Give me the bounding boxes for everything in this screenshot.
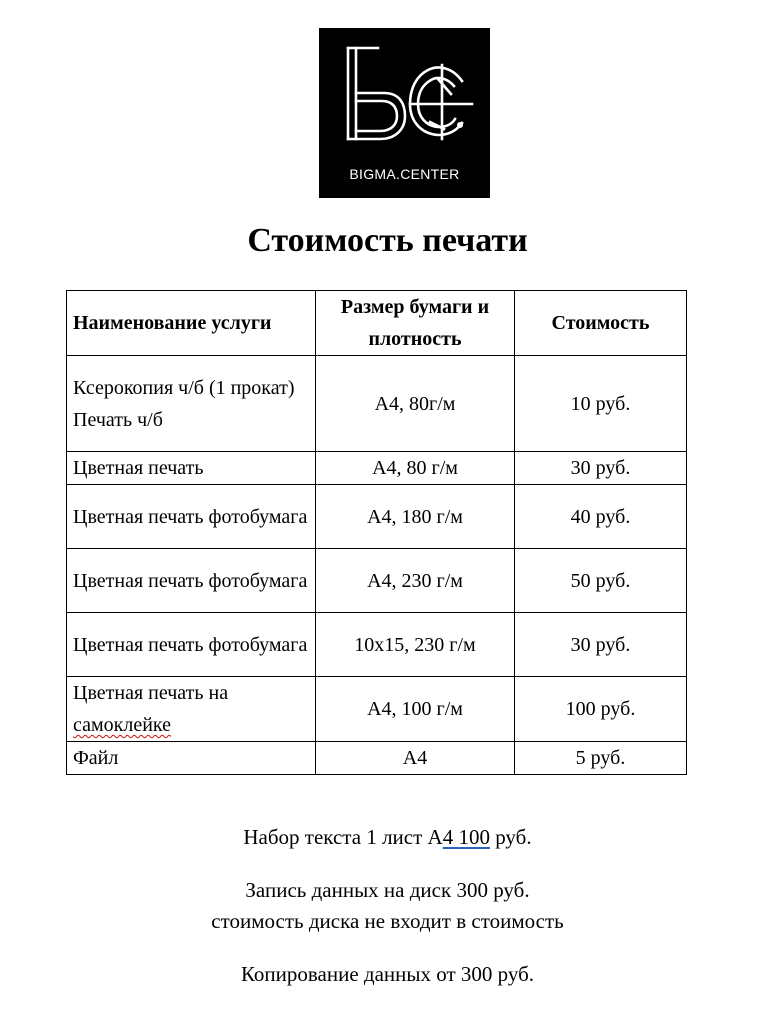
logo	[319, 28, 490, 198]
row-service	[67, 677, 316, 742]
typing-note	[0, 822, 775, 853]
disk-note: Запись данных на диск 300 руб.	[245, 878, 530, 902]
row-price: 30 руб.	[515, 452, 687, 485]
typing-note-suffix: руб.	[489, 825, 532, 849]
header-size: Размер бумаги и плотность	[316, 291, 515, 356]
table-row	[67, 549, 687, 613]
row-service: Цветная печать фотобумага	[67, 485, 316, 549]
table-row	[67, 356, 687, 452]
table-row	[67, 677, 687, 742]
table-row	[67, 452, 687, 485]
row-size: А4, 80 г/м	[316, 452, 515, 485]
notes	[0, 822, 775, 990]
table-header-row	[67, 291, 687, 356]
logo-text: BIGMA.CENTER	[349, 166, 460, 182]
row-price: 30 руб.	[515, 613, 687, 677]
row-size: А4, 80г/м	[316, 356, 515, 452]
table-row	[67, 613, 687, 677]
disk-cost-note: стоимость диска не входит в стоимость	[211, 909, 564, 933]
table-row	[67, 742, 687, 775]
row-service: Цветная печать	[67, 452, 316, 485]
row-service-line: Ксерокопия ч/б (1 прокат)	[73, 376, 295, 399]
typing-note-prefix: Набор текста 1 лист А	[243, 825, 443, 849]
header-price: Стоимость	[515, 291, 687, 356]
row-size: А4, 100 г/м	[316, 677, 515, 742]
row-service: Цветная печать фотобумага	[67, 549, 316, 613]
row-price: 100 руб.	[515, 677, 687, 742]
copy-note: Копирование данных от 300 руб.	[240, 962, 535, 986]
row-size: А4	[316, 742, 515, 775]
row-size: 10x15, 230 г/м	[316, 613, 515, 677]
row-price: 5 руб.	[515, 742, 687, 775]
row-size: А4, 230 г/м	[316, 549, 515, 613]
table-row	[67, 485, 687, 549]
row-size: А4, 180 г/м	[316, 485, 515, 549]
typing-note-underlined: 4 100	[442, 825, 490, 849]
row-price: 40 руб.	[515, 485, 687, 549]
row-service: Цветная печать фотобумага	[67, 613, 316, 677]
page-title: Стоимость печати	[247, 222, 528, 259]
row-service: Файл	[67, 742, 316, 775]
row-service	[67, 356, 316, 452]
header-service: Наименование услуги	[67, 291, 316, 356]
price-table	[66, 290, 687, 775]
row-service-text: Цветная печать на	[73, 682, 229, 704]
row-price: 10 руб.	[515, 356, 687, 452]
spellcheck-flagged-word: самоклейке	[73, 714, 172, 736]
row-service-line: Печать ч/б	[73, 408, 163, 431]
row-price: 50 руб.	[515, 549, 687, 613]
